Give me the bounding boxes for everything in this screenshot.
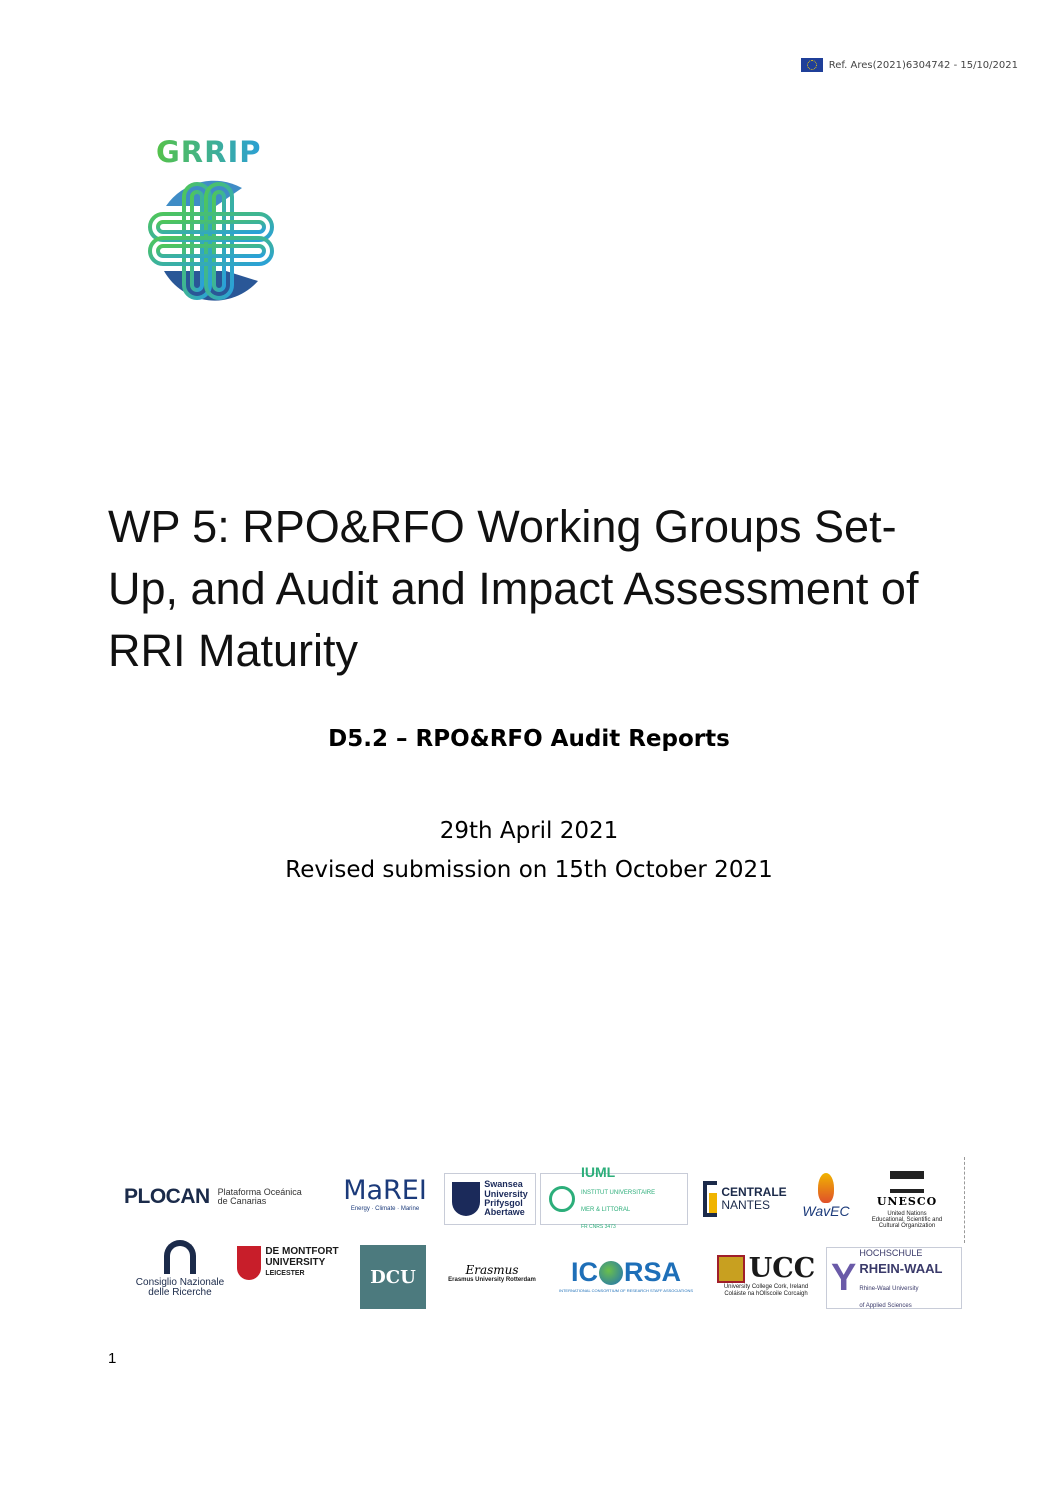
work-package-title xyxy=(108,496,988,682)
iuml-subtitle-3: FR CNRS 3473 xyxy=(581,1223,616,1230)
partner-centrale-nantes xyxy=(690,1173,800,1225)
unesco-temple-icon xyxy=(890,1171,924,1193)
submission-date: 29th April 2021 xyxy=(439,818,619,844)
title-line-2: Up, and Audit and Impact Assessment of xyxy=(108,563,919,614)
grrip-wordmark: GRRIP xyxy=(156,135,262,169)
iuml-subtitle-1: INSTITUT UNIVERSITAIRE xyxy=(581,1190,656,1197)
erasmus-name: Erasmus University Rotterdam xyxy=(448,1277,536,1283)
title-line-1: WP 5: RPO&RFO Working Groups Set- xyxy=(108,501,897,552)
plocan-name: PLOCAN xyxy=(124,1185,210,1208)
icorsa-name-b: RSA xyxy=(623,1257,681,1287)
partner-wavec xyxy=(798,1163,854,1229)
centrale-name-1: CENTRALE xyxy=(721,1185,787,1200)
rhein-waal-subtitle-1: Rhine-Waal University xyxy=(859,1286,919,1292)
dmu-shield-icon xyxy=(237,1246,261,1280)
deliverable-title: D5.2 – RPO&RFO Audit Reports xyxy=(328,726,730,752)
grrip-interlaced-globe-icon xyxy=(146,176,276,306)
reference-header xyxy=(801,58,1018,72)
centrale-name-2: NANTES xyxy=(721,1198,771,1212)
partner-rhein-waal xyxy=(826,1247,962,1309)
submission-dates xyxy=(0,812,1058,890)
page-number: 1 xyxy=(108,1350,117,1367)
revision-date: Revised submission on 15th October 2021 xyxy=(285,857,773,883)
marei-subtitle: Energy · Climate · Marine xyxy=(350,1205,420,1212)
partner-cnr xyxy=(124,1231,236,1307)
unesco-subtitle-3: Cultural Organization xyxy=(878,1223,936,1230)
cnr-name-1: Consiglio Nazionale xyxy=(135,1276,225,1288)
unesco-name: UNESCO xyxy=(876,1194,938,1208)
icorsa-name-a: IC xyxy=(570,1257,598,1287)
ucc-subtitle-2: Coláiste na hOllscoile Corcaigh xyxy=(724,1290,808,1297)
partner-dcu xyxy=(360,1245,426,1309)
rhein-waal-y-icon: Y xyxy=(831,1257,857,1299)
dmu-name-1: DE MONTFORT xyxy=(265,1246,339,1258)
unesco-subtitle-1: United Nations xyxy=(887,1210,927,1217)
wavec-name: WavEC xyxy=(802,1203,850,1219)
cnr-emblem-icon xyxy=(164,1240,196,1274)
dmu-name-2: UNIVERSITY xyxy=(265,1256,326,1268)
swansea-name-2: University xyxy=(484,1188,528,1199)
iuml-subtitle-2: MER & LITTORAL xyxy=(581,1207,631,1213)
iuml-wave-icon xyxy=(549,1186,575,1212)
swansea-name-1: Swansea xyxy=(484,1179,523,1190)
partner-unesco xyxy=(850,1157,965,1243)
partner-erasmus xyxy=(430,1253,554,1293)
plocan-subtitle-2: de Canarias xyxy=(217,1196,267,1206)
swansea-name-3: Prifysgol xyxy=(484,1198,523,1208)
ucc-subtitle-1: University College Cork, Ireland xyxy=(723,1284,809,1291)
dmu-name-3: LEICESTER xyxy=(265,1270,305,1278)
swansea-name-4: Abertawe xyxy=(484,1207,525,1218)
partner-marei xyxy=(330,1165,440,1221)
ucc-crest-icon xyxy=(717,1255,745,1283)
plocan-subtitle-1: Plataforma Oceánica xyxy=(217,1186,302,1197)
partner-plocan xyxy=(124,1177,339,1217)
marei-name: MaREI xyxy=(343,1174,427,1206)
unesco-subtitle-2: Educational, Scientific and xyxy=(871,1216,943,1223)
icorsa-globe-icon xyxy=(599,1261,623,1285)
partner-swansea xyxy=(444,1173,536,1225)
title-line-3: RRI Maturity xyxy=(108,625,359,676)
eu-flag-icon xyxy=(801,58,823,72)
centrale-bracket-icon xyxy=(703,1181,717,1217)
partner-iuml xyxy=(540,1164,688,1230)
iuml-name: IUML xyxy=(581,1164,616,1181)
cnr-name-2: delle Ricerche xyxy=(148,1287,212,1298)
rhein-waal-name-1: HOCHSCHULE xyxy=(859,1248,923,1259)
swansea-crest-icon xyxy=(452,1182,480,1216)
icorsa-subtitle: INTERNATIONAL CONSORTIUM OF RESEARCH STAFF ASSOCIATIONS xyxy=(558,1288,693,1293)
partner-de-montfort xyxy=(228,1241,348,1285)
rhein-waal-name-2: RHEIN-WAAL xyxy=(859,1261,943,1277)
reference-text: Ref. Ares(2021)6304742 - 15/10/2021 xyxy=(828,59,1018,71)
partner-icorsa xyxy=(558,1253,694,1297)
partner-logos xyxy=(118,1155,978,1315)
erasmus-signature: Erasmus xyxy=(465,1263,519,1277)
grrip-logo xyxy=(146,132,276,312)
dcu-name: DCU xyxy=(370,1266,416,1288)
wavec-flame-icon xyxy=(818,1173,834,1203)
ucc-name: UCC xyxy=(748,1253,816,1285)
partner-ucc xyxy=(710,1249,822,1301)
rhein-waal-subtitle-2: of Applied Sciences xyxy=(859,1302,912,1309)
